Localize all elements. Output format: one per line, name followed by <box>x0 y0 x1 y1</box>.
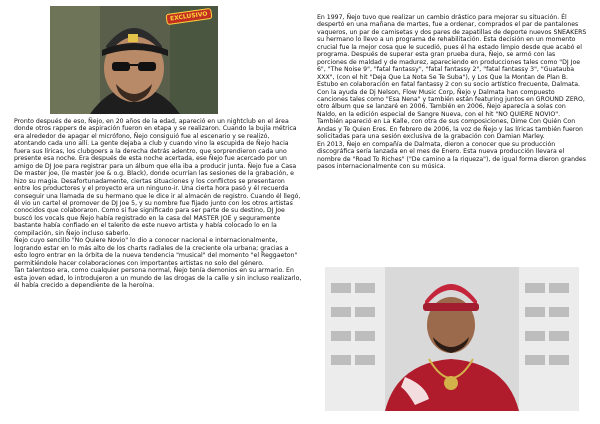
artist-photo-bottom <box>325 267 579 411</box>
paragraph: Ñejo cuyo sencillo "No Quiere Novio" lo dio a conocer nacional e internacionalmente, logrando estar en lo más alto de los charts radiales de la creciente ola urbana; gracias a esto logro entrar en la órbita de la nueva tendencia "musical" del momento "el Reggaeton" permitiéndole hacer colaboraciones con importantes artistas no solo del género. <box>14 237 298 267</box>
artist-photo-bottom-illustration <box>325 267 579 411</box>
right-column <box>317 14 587 171</box>
exclusive-badge: EXCLUSIVO <box>166 8 213 25</box>
paragraph: Pronto después de eso, Ñejo, en 20 años de la edad, apareció en un nightclub en el área donde otros rappers de aspiración fueron en etapa y se realizaron. Cuando la bujía métrica era alrededor de apagar el micrófono, Ñejo consiguió fue al escenario y se realizó, atontando cada uno allí. La gente dejaba a club y cuando vino la escupida de Ñejo hacia fuera sus líricas, los clubgoers a la derecha detrás adentro, que sorprendieron cada uno presente esa noche. Era después de esta noche acertada, ese Ñejo fue acercado por un amigo de DJ Joe para registrar para un álbum que ella iba a producir junta. Ñejo fue a Casa De master joe, (le master Joe & o.g. Black), donde ocurrían las sesiones de la grabación, e hizo su magia. Desafortunadamente, ciertas situaciones y los conflictos se presentaron entre los productores y el proyecto era un ninguno-ir. Una cierta hora pasó y él recuerda conseguir una llamada de su hermano que le dice ir al almacén de registro. Cuando él llegó, él vio un cartel el promover de DJ Joe 5, y su nombre fue fijado junto con los otros artistas conocidos que colaboraron. Como si fue significado para ser parte de su destino, DJ Joe buscó los vocals que Ñejo había registrado en la casa del MASTER JOE y seguramente bastante había confiado en el talento de este nuevo artista y había colocado lo en la compilación, sin Ñejo incluso saberlo. <box>14 118 301 237</box>
paragraph: En 1997, Ñejo tuvo que realizar un cambio drástico para mejorar su situación. Él despertó en una mañana de martes, fue a ordenar, comprados el par de pantalones vaqueros, un par de camisetas y dos pares de zapatillas de deporte nuevos SNEAKERS su hermano lo llevo a un programa de rehabilitación. Esta decisión en un momento crucial fue la mejor cosa que le sucedió, pues él ha estado limpio desde que acabó el programa. Después de superar esta gran prueba dura, Ñejo, se armó con las porciones de maldad y de madurez, apareciendo en producciones tales como "DJ Joe 6", "The Noise 9", "fatal fantassy", "fatal fantassy 2", "fatal fantassy 3", "Guatauba XXX", (con el hit "Deja Que La Nota Se Te Suba"), y Los Que la Montan de Plan B. Estubo en colaboración en fatal fantassy 2 con su socio artístico frecuente, Dalmata. Con la ayuda de Dj Nelson, Flow Music Corp, Ñejo y Dalmata han compuesto canciones tales como "Esa Nena" y también están featuring juntos en GROUND ZERO, otro álbum que se lanzaré en 2006. También en 2006, Ñejo aparecía a solas con Naldo, en la edición especial de Sangre Nueva, con el hit "NO QUIERE NOVIO". También apareció en La Kalle, con otra de sus composiciones, Dime Con Quién Con Andas y Te Quien Eres. En febrero de 2006, la voz de Ñejo y las líricas también fueron solicitadas para una sesión exclusiva de la grabación con Damian Marley. <box>317 14 587 141</box>
paragraph: Tan talentoso era, como cualquier persona normal, Ñejo tenía demonios en su armario. En esta joven edad, lo introdujeron a un mundo de las drogas de la calle y sin incluso realizarlo, él había crecido a dependiente de la heroína. <box>14 267 302 289</box>
left-column <box>14 6 302 289</box>
left-text-block <box>14 118 302 289</box>
artist-photo-top-illustration <box>50 6 218 114</box>
right-text-block <box>317 14 587 171</box>
artist-photo-top <box>50 6 218 114</box>
paragraph: En 2013, Ñejo en compañía de Dalmata, dieron a conocer que su producción discográfica sería lanzada en el mes de Enero. Esta nueva producción llevara el nombre de "Road To Riches" ("De camino a la riqueza"), de igual forma dieron grandes pasos internacionalmente con su música. <box>317 140 586 171</box>
